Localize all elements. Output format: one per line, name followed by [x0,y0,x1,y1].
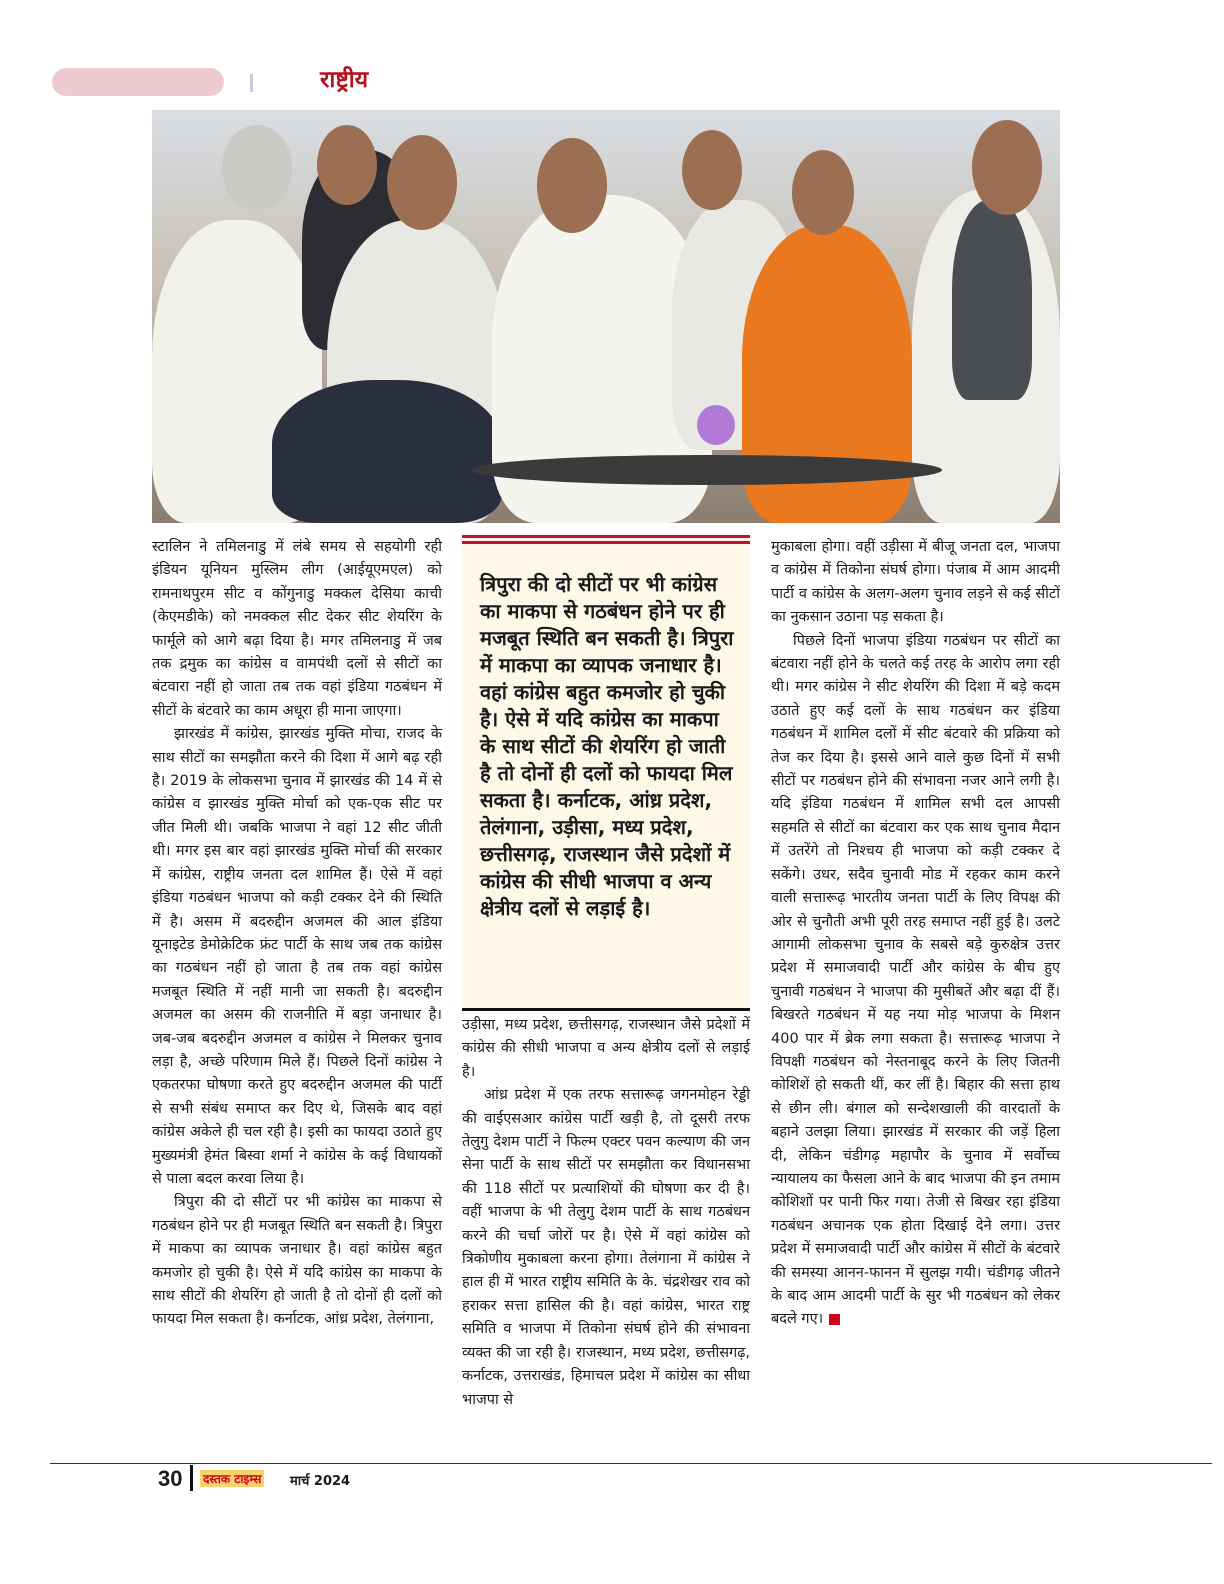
paragraph: उड़ीसा, मध्य प्रदेश, छत्तीसगढ़, राजस्थान जैसे प्रदेशों में कांग्रेस की सीधी भाजपा व अन्य क्षेत्रीय दलों से लड़ाई है। [462,1017,750,1080]
pull-quote [462,535,750,1010]
section-tab-pill [52,68,224,96]
article-column-3 [771,536,1060,1332]
section-title: राष्ट्रीय [320,67,369,93]
paragraph: मुकाबला होगा। वहीं उड़ीसा में बीजू जनता दल, भाजपा व कांग्रेस में तिकोना संघर्ष होगा। पंजाब में आम आदमी पार्टी व कांग्रेस के अलग-अलग चुनाव लड़ने से कई सीटों का नुकसान उठाना पड़ सकता है। [771,539,1060,626]
page-number: 30 [158,1466,183,1491]
paragraph [771,630,1060,1332]
quote-rule [462,535,750,538]
quote-rule [462,541,750,544]
article-column-2 [462,1014,750,1412]
article-photo [152,110,1060,523]
pull-quote-text: त्रिपुरा की दो सीटों पर भी कांग्रेस का माकपा से गठबंधन होने पर ही मजबूत स्थिति बन सकती है। त्रिपुरा में माकपा का व्यापक जनाधार है। वहां कांग्रेस बहुत कमजोर हो चुकी है। ऐसे में यदि कांग्रेस का माकपा के साथ सीटों की शेयरिंग हो जाती है तो दोनों ही दलों को फायदा मिल सकता है। कर्नाटक, आंध्र प्रदेश, तेलंगाना, उड़ीसा, मध्य प्रदेश, छत्तीसगढ़, राजस्थान जैसे प्रदेशों में कांग्रेस की सीधी भाजपा व अन्य क्षेत्रीय दलों से लड़ाई है। [480,572,734,920]
paragraph: त्रिपुरा की दो सीटों पर भी कांग्रेस का माकपा से गठबंधन होने पर ही मजबूत स्थिति बन सकती है। त्रिपुरा में माकपा का व्यापक जनाधार है। वहां कांग्रेस बहुत कमजोर हो चुकी है। ऐसे में यदि कांग्रेस का माकपा के साथ सीटों की शेयरिंग हो जाती है तो दोनों ही दलों को फायदा मिल सकता है। कर्नाटक, आंध्र प्रदेश, तेलंगाना, [152,1194,442,1328]
paragraph: स्टालिन ने तमिलनाडु में लंबे समय से सहयोगी रही इंडियन यूनियन मुस्लिम लीग (आईयूएमएल) को रामनाथपुरम सीट व कोंगुनाडु मक्कल देसिया काची (केएमडीके) को नमक्कल सीट देकर सीट शेयरिंग के फार्मूले को आगे बढ़ा दिया है। मगर तमिलनाडु में जब तक द्रमुक का कांग्रेस व वामपंथी दलों से सीटों का बंटवारा नहीं हो जाता तब तक वहां इंडिया गठबंधन में सीटों के बंटवारे का काम अधूरा ही माना जाएगा। [152,539,442,719]
paragraph-text: पिछले दिनों भाजपा इंडिया गठबंधन पर सीटों का बंटवारा नहीं होने के चलते कई तरह के आरोप लगा रही थी। मगर कांग्रेस ने सीट शेयरिंग की दिशा में बड़े कदम उठाते हुए कई दलों के साथ गठबंधन कर इंडिया गठबंधन में शामिल दलों में सीट बंटवारे की प्रक्रिया को तेज कर दिया है। इससे आने वाले कुछ दिनों में सभी सीटों पर गठबंधन होने की संभावना नजर आने लगी है। यदि इंडिया गठबंधन में शामिल सभी दल आपसी सहमति से सीटों का बंटवारा कर एक साथ चुनाव मैदान में उतरेंगे तो निश्चय ही भाजपा को कड़ी टक्कर दे सकेंगे। उधर, सदैव चुनावी मोड में रहकर काम करने वाली सत्तारूढ़ भारतीय जनता पार्टी के लिए विपक्ष की ओर से चुनौती अभी पूरी तरह समाप्त नहीं हुई है। उलटे आगामी लोकसभा चुनाव के सबसे बड़े कुरुक्षेत्र उत्तर प्रदेश में समाजवादी पार्टी और कांग्रेस के बीच हुए चुनावी गठबंधन ने भाजपा की मुसीबतें और बढ़ा दीं हैं। बिखरते गठबंधन में यह नया मोड़ भाजपा के मिशन 400 पार में ब्रेक लगा सकता है। सत्तारूढ़ भाजपा ने विपक्षी गठबंधन को नेस्तनाबूद करने के लिए जितनी कोशिशें हो सकती थीं, कर लीं है। बिहार की सत्ता हाथ से छीन ली। बंगाल को सन्देशखाली की वारदातों के बहाने उलझा लिया। झारखंड में सरकार की जड़ें हिला दी, लेकिन चंडीगढ़ महापौर के चुनाव में सर्वोच्च न्यायालय का फैसला आने के बाद भाजपा की इन तमाम कोशिशों पर पानी फिर गया। तेजी से बिखर रहा इंडिया गठबंधन अचानक एक होता दिखाई देने लगा। उत्तर प्रदेश में समाजवादी पार्टी और कांग्रेस में सीटों के बंटवारे की समस्या आनन-फानन में सुलझ गयी। चंडीगढ़ जीतने के बाद आम आदमी पार्टी के सुर भी गठबंधन को लेकर बदले गए। [771,632,1060,1328]
article-column-1 [152,536,442,1332]
issue-date: मार्च 2024 [290,1474,351,1489]
footer-rule [50,1463,1212,1464]
footer-divider [190,1465,193,1491]
magazine-logo: दस्तक टाइम्स [200,1470,264,1487]
paragraph: झारखंड में कांग्रेस, झारखंड मुक्ति मोचा, राजद के साथ सीटों का समझौता करने की दिशा में आगे बढ़ रही है। 2019 के लोकसभा चुनाव में झारखंड की 14 में से कांग्रेस व झारखंड मुक्ति मोर्चा को एक-एक सीट पर जीत मिली थी। जबकि भाजपा ने वहां 12 सीट जीती थी। मगर इस बार वहां झारखंड मुक्ति मोर्चा की सरकार में कांग्रेस, राष्ट्रीय जनता दल शामिल हैं। ऐसे में वहां इंडिया गठबंधन भाजपा को कड़ी टक्कर देने की स्थिति में है। असम में बदरुद्दीन अजमल की आल इंडिया यूनाइटेड डेमोक्रेटिक फ्रंट पार्टी के साथ जब तक कांग्रेस का गठबंधन नहीं हो जाता है तब तक वहां कांग्रेस मजबूत स्थिति में नहीं मानी जा सकती है। बदरुद्दीन अजमल का असम की राजनीति में बड़ा जनाधार है। जब-जब बदरुद्दीन अजमल व कांग्रेस ने मिलकर चुनाव लड़ा है, अच्छे परिणाम मिले हैं। पिछले दिनों कांग्रेस ने एकतरफा घोषणा करते हुए बदरुद्दीन अजमल की पार्टी से सभी संबंध समाप्त कर दिए थे, जिसके बाद वहां कांग्रेस अकेले ही चल रही है। इसी का फायदा उठाते हुए मुख्यमंत्री हेमंत बिस्वा शर्मा ने कांग्रेस के कई विधायकों से पाला बदल करवा लिया है। [152,726,442,1187]
header-divider [250,74,253,92]
quote-bottom-rule [462,1008,750,1011]
paragraph: आंध्र प्रदेश में एक तरफ सत्तारूढ़ जगनमोहन रेड्डी की वाईएसआर कांग्रेस पार्टी खड़ी है, तो दूसरी तरफ तेलुगु देशम पार्टी ने फिल्म एक्टर पवन कल्याण की जन सेना पार्टी के साथ सीटों पर समझौता कर विधानसभा की 118 सीटों पर प्रत्याशियों की घोषणा कर दी है। वहीं भाजपा के भी तेलुगु देशम पार्टी के साथ गठबंधन करने की चर्चा जोरों पर है। ऐसे में वहां कांग्रेस को त्रिकोणीय मुकाबला करना होगा। तेलंगाना में कांग्रेस ने हाल ही में भारत राष्ट्रीय समिति के के. चंद्रशेखर राव को हराकर सत्ता हासिल की है। वहां कांग्रेस, भारत राष्ट्र समिति व भाजपा में तिकोना संघर्ष होने की संभावना व्यक्त की जा रही है। राजस्थान, मध्य प्रदेश, छत्तीसगढ़, कर्नाटक, उत्तराखंड, हिमाचल प्रदेश में कांग्रेस का सीधा भाजपा से [462,1087,750,1408]
end-mark-icon [829,1314,840,1325]
